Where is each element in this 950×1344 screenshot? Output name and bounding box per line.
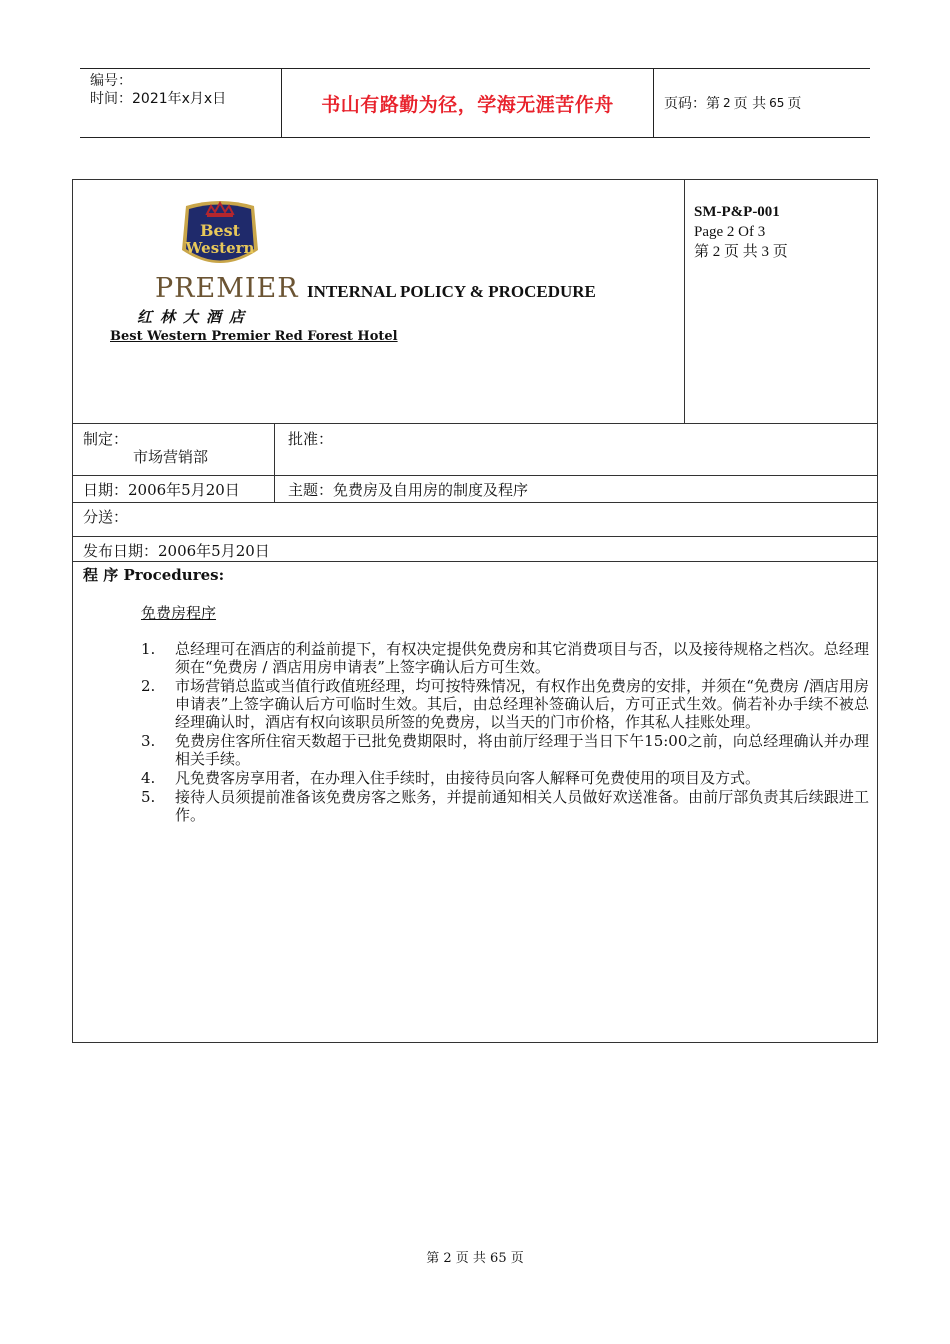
list-item <box>141 640 869 676</box>
row-line <box>73 423 877 424</box>
item-number: 2. <box>141 677 156 695</box>
header-motto: 书山有路勤为径，学海无涯苦作舟 <box>281 69 654 137</box>
number-label: 编号： <box>90 73 132 89</box>
procedures-subheading: 免费房程序 <box>141 604 217 622</box>
policy-form <box>72 179 878 1043</box>
hotel-name-en: Best Western Premier Red Forest Hotel <box>110 329 398 344</box>
item-number: 5. <box>141 788 156 806</box>
page-prefix: 页码：第 <box>664 96 720 112</box>
list-item <box>141 732 869 768</box>
prepared-value: 市场营销部 <box>133 448 209 466</box>
date-label: 日期：2006年5月20日 <box>83 481 240 499</box>
document-code-box <box>694 202 788 262</box>
best-western-badge-icon <box>155 198 285 278</box>
row-line <box>73 536 877 537</box>
row-line <box>73 561 877 562</box>
page-mid: 页 共 <box>733 96 767 112</box>
prepared-label: 制定： <box>83 430 129 448</box>
logo-brand-text: PREMIER <box>155 273 299 304</box>
row-line <box>73 475 877 476</box>
hotel-name-cn: 红林大酒店 <box>137 308 253 326</box>
item-number: 1. <box>141 640 156 658</box>
page-footer: 第 2 页 共 65 页 <box>426 1251 524 1266</box>
subject-label: 主题：免费房及自用房的制度及程序 <box>288 481 529 499</box>
field-divider <box>274 423 275 502</box>
top-header <box>80 68 870 138</box>
logo-western: Western <box>185 239 255 257</box>
issue-date-label: 发布日期：2006年5月20日 <box>83 542 270 560</box>
item-text: 免费房住客所住宿天数超于已批免费期限时，将由前厅经理于当日下午15:00之前，向总经理确认并办理相关手续。 <box>175 732 869 768</box>
logo-best: Best <box>199 221 241 240</box>
procedures-heading: 程 序 Procedures: <box>83 566 225 584</box>
page-of-en: Page 2 Of 3 <box>694 224 766 240</box>
distribution-label: 分送： <box>83 508 129 526</box>
list-item <box>141 788 869 824</box>
page-title: INTERNAL POLICY & PROCEDURE <box>307 282 596 301</box>
item-text: 市场营销总监或当值行政值班经理，均可按特殊情况，有权作出免费房的安排，并须在“免费房 /酒店用房申请表”上签字确认后方可临时生效。其后，由总经理补签确认后，方可正式生效。倘若补办手续不被总经理确认时，酒店有权向该职员所签的免费房，以当天的门市价格，作其私人挂账处理。 <box>175 677 869 731</box>
item-text: 接待人员须提前准备该免费房客之账务，并提前通知相关人员做好欢送准备。由前厅部负责其后续跟进工作。 <box>175 788 869 824</box>
header-divider <box>684 180 685 423</box>
page-current: 2 <box>723 96 731 110</box>
header-meta <box>80 69 281 137</box>
time-label: 时间：2021年x月x日 <box>90 91 227 107</box>
page-suffix: 页 <box>787 96 802 112</box>
item-text: 总经理可在酒店的利益前提下，有权决定提供免费房和其它消费项目与否，以及接待规格之档次。总经理须在“免费房 / 酒店用房申请表”上签字确认后方可生效。 <box>175 640 869 676</box>
procedure-list <box>141 640 869 825</box>
page-total: 65 <box>769 96 785 110</box>
approved-label: 批准： <box>288 430 334 448</box>
item-number: 4. <box>141 769 156 787</box>
header-page-counter <box>654 69 870 137</box>
row-line <box>73 502 877 503</box>
list-item <box>141 677 869 731</box>
item-number: 3. <box>141 732 156 750</box>
list-item <box>141 769 869 787</box>
page-of-cn: 第 2 页 共 3 页 <box>694 244 788 260</box>
document-code: SM-P&P-001 <box>694 204 780 220</box>
item-text: 凡免费客房享用者，在办理入住手续时，由接待员向客人解释可免费使用的项目及方式。 <box>175 769 761 787</box>
